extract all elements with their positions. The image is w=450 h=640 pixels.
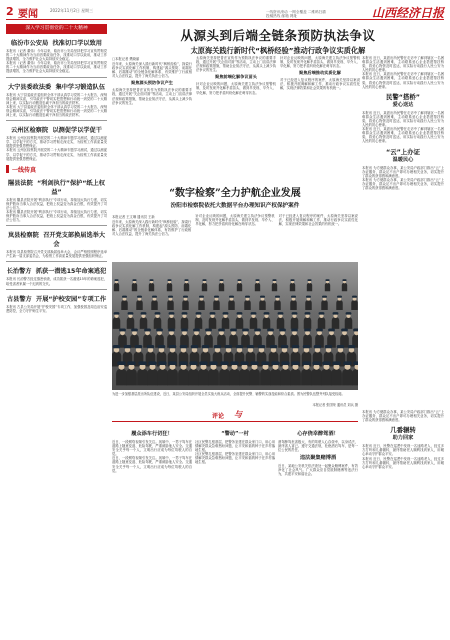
photo-person-figure [254, 283, 259, 291]
photo-person-figure [263, 317, 271, 329]
topic-banner: 深入学习贯彻党的二十大精神 [6, 24, 107, 34]
masthead-info-line: 一线资讯滚动 一网全覆盖 二维码扫描 [266, 10, 326, 14]
photo-person-figure [131, 283, 136, 291]
commentary-text: 近日，一段网络视频引发关注。视频中，一男子驾车在道路上随意变道、危险驾驶，严重威胁他人安全。交通安全关乎每一个人，文明出行应成为每位驾驶人的自觉。 [112, 456, 192, 473]
issue-date: 2022年11月2日 星期三 [50, 8, 94, 13]
sidebar-text: 本报讯 近日，某派出所民警在走访中了解到辖区一名困难群众生活遇到困难，主动联系爱心企业搭建帮扶桥梁，将爱心物资及时送达，用实际行动践行人民公安为人民的初心使命。 [362, 72, 444, 89]
section-subhead: 聚焦后端推动实质化解 [299, 70, 341, 76]
photo-person-figure [137, 369, 148, 386]
paper-logo: 山西经济日报 [371, 6, 444, 20]
photo-crowd-row [112, 280, 358, 294]
news-photo [112, 262, 358, 390]
sidebar-text: 本报讯 近日，民警在巡逻中发现一名迷路老人，经过多方打听和几番辗转，最终帮助老人顺利找到家人，用暖心举动守护群众平安。 [362, 444, 444, 457]
photo-person-figure [321, 300, 327, 310]
photo-person-figure [181, 317, 189, 329]
story-body: 本报讯 云州区检察院开展党的二十大精神专题学习测试，通过以测促学、以学促干的方式，推动学习贯彻走深走实，为检察工作高质量发展提供坚强思想保证。 [6, 136, 107, 149]
photo-person-figure [260, 369, 271, 386]
digital-article-header [112, 184, 358, 210]
article-column [280, 56, 360, 105]
photo-credit: 本报记者 张国荣 通讯员 刘兵 摄 [312, 403, 358, 407]
story-headline: 云州区检察院 以测促学以学促干 [11, 127, 102, 135]
photo-person-figure [275, 300, 281, 310]
divider [6, 77, 107, 78]
story-body: 本报讯（记者 董伟）今年以来，临汾市公安局坚持把学习宣传贯彻党的二十大精神作为当前首要政治任务，找准切口学以致用，推动工作提质增效，全力维护社会大局持续安全稳定。 [6, 49, 107, 62]
photo-person-figure [136, 300, 142, 310]
left-column [6, 24, 107, 636]
right-sidebar [362, 56, 444, 190]
sidebar-text: 本报讯 为方便群众办事，某公安局户政部门推出“云”上办证服务，群众足不出户即可办理相关业务，切实提升了群众的获得感和满意度。 [362, 177, 444, 190]
photo-person-figure [336, 300, 342, 310]
article-text: 针对企业反映的问题，太原海关建立执法争议预警机制，及时发现并化解矛盾苗头，做到早发现、早介入、早化解，努力把矛盾纠纷化解在萌芽状态。 [196, 82, 276, 95]
commentary-banner [112, 410, 358, 422]
story-body: 本报讯 云州区检察院开展党的二十大精神专题学习测试，通过以测促学、以学促干的方式，推动学习贯彻走深走实，为检察工作高质量发展提供坚强思想保证。 [6, 148, 107, 161]
page-number: 2 [6, 5, 14, 18]
photo-person-figure [352, 369, 358, 386]
brief-body: 本报讯 岚县检察院召开党支部换届选举大会，会议严格按照程序选举产生新一届支部委员会，为检察工作高质量发展提供坚强组织保证。 [6, 250, 107, 259]
commentary-headline: 心存侥幸醉驾酒！ [297, 431, 339, 437]
photo-person-figure [305, 300, 311, 310]
section-name: 要闻 [18, 9, 38, 20]
brief-body: 本报讯 长治警方经过缜密侦查，成功抓获一名潜逃15年的命案逃犯，给受害者家属一个迟到的交代。 [6, 277, 107, 286]
photo-person-figure [219, 369, 230, 386]
photo-person-figure [249, 369, 260, 386]
lead-subheadline: 太原海关践行新时代“枫桥经验”推动行政争议实质化解 [190, 46, 366, 55]
photo-person-figure [167, 300, 173, 310]
photo-person-figure [229, 300, 235, 310]
divider [6, 120, 107, 121]
sidebar-text: 本报讯 近日，某派出所民警在走访中了解到辖区一名困难群众生活遇到困难，主动联系爱心企业搭建帮扶桥梁，将爱心物资及时送达，用实际行动践行人民公安为人民的初心使命。 [362, 56, 444, 73]
photo-person-figure [249, 317, 257, 329]
photo-person-figure [182, 300, 188, 310]
divider [6, 289, 107, 290]
brief-body: 本报讯 隰县法院开展“利剑执行”专项行动，持续加大执行力度，切实保护胜诉当事人合法权益，把纸上权益变为真金白银，有效提升了司法公信力。 [6, 197, 107, 210]
photo-person-figure [113, 317, 121, 329]
photo-person-figure [272, 283, 277, 291]
photo-person-figure [219, 283, 224, 291]
photo-person-figure [244, 300, 250, 310]
photo-person-figure [342, 283, 347, 291]
photo-person-figure [152, 300, 158, 310]
article-text: 近年来，太原海关深入践行新时代“枫桥经验”，探索行政争议实质化解工作机制，构建起“源头预防、前端化解、后端推动”的全链条化解体系，有效维护了行政相对人合法权益，提升了海关执法公信力。 [112, 220, 192, 237]
photo-person-figure [290, 369, 301, 386]
brief-headline: 古县警方 开展“护校安园”专项工作 [6, 295, 107, 303]
article-text: 太原海关坚持把普法宣传作为预防执法争议的重要手段，通过开展“关企面对面”等活动，主动上门宣讲法律法规和政策措施，帮助企业知法守法，从源头上减少执法争议的发生。 [112, 88, 192, 105]
byline: □本报记者 樊晓丽 [112, 57, 140, 61]
commentary-headline: “警动”一村 [221, 431, 249, 437]
photo-person-figure [126, 369, 137, 386]
photo-person-figure [178, 369, 189, 386]
commentary-text: 社区民警扎根基层，把警务室建在群众家门口，用心用情解决群众急难愁盼问题，让平安和谐的种子在乡村落地生根。 [195, 452, 275, 465]
commentary-columns [112, 428, 358, 477]
masthead-info-line: 投稿热线 邮箱 网址 [266, 14, 298, 18]
article-column [112, 56, 192, 105]
photo-person-figure [325, 283, 330, 291]
photo-caption: 为进一步加强基层派出所队伍建设，近日，某县公安局组织开展全员实战大练兵活动，全面提升民警、辅警的实战技能和综合素质。图为民警队伍整齐列队接受检阅。 [112, 392, 345, 396]
sidebar-text: 本报讯 近日，某派出所民警在走访中了解到辖区一名困难群众生活遇到困难，主动联系爱心企业搭建帮扶桥梁，将爱心物资及时送达，用实际行动践行人民公安为人民的初心使命。 [362, 127, 444, 144]
lead-headline: 从源头到后端全链条预防执法争议 [180, 28, 376, 43]
commentary-column [278, 428, 358, 477]
photo-person-figure [195, 317, 203, 329]
photo-person-figure [213, 300, 219, 310]
photo-person-figure [208, 369, 219, 386]
photo-person-figure [318, 317, 326, 329]
sidebar-text: 本报讯 为方便群众办事，某公安局户政部门推出“云”上办证服务，群众足不出户即可办理相关业务，切实提升了群众的获得感和满意度。 [362, 165, 444, 178]
photo-person-figure [114, 283, 119, 291]
section-subhead: 聚焦源头预防争议产生 [131, 80, 173, 86]
commentary-column [112, 428, 192, 477]
story-body: 本报讯 大宁县委政法委组织全体干部认真学习党的二十大报告，深刻领会精神实质，引导政法干警切实把思想和行动统一到党的二十大精神上来，以实际行动锻造忠诚干净担当的政法铁军。 [6, 92, 107, 105]
photo-person-figure [307, 283, 312, 291]
section-subhead: 聚焦前端化解争议苗头 [215, 74, 257, 80]
article-text: 太原海关坚持把普法宣传作为预防执法争议的重要手段，通过开展“关企面对面”等活动，主动上门宣讲法律法规和政策措施，帮助企业知法守法，从源头上减少执法争议的发生。 [196, 56, 276, 73]
article-column [279, 214, 358, 236]
photo-person-figure [121, 300, 127, 310]
photo-person-figure [154, 317, 162, 329]
brief-body: 本报讯 古县公安局开展“护校安园”专项工作，加强校园及周边治安巡逻防控，全力守护师生平安。 [6, 304, 107, 313]
divider [6, 225, 107, 226]
sidebar-headline: 民警“搭桥” 爱心送达 [386, 92, 420, 108]
article-column [112, 214, 191, 236]
photo-person-figure [237, 283, 242, 291]
photo-person-figure [331, 317, 339, 329]
photo-person-figure [290, 300, 296, 310]
photo-person-figure [342, 369, 353, 386]
photo-person-figure [208, 317, 216, 329]
brief-headline: 隰县法院 “利剑执行”保护“纸上权益” [8, 179, 105, 196]
photo-crowd-row [112, 370, 358, 384]
section-tag-bar [6, 165, 9, 173]
photo-person-figure [304, 317, 312, 329]
commentary-text: 酒驾醉驾危害极大，有的驾驶人心存侥幸，以身试法，最终害人害己。遵守交通法规，杜绝酒后驾车，是每一位公民的责任。 [278, 440, 358, 453]
commentary-column [195, 428, 275, 477]
sidebar-text: 本报讯 近日，民警在巡逻中发现一名迷路老人，经过多方打听和几番辗转，最终帮助老人顺利找到家人，用暖心举动守护群众平安。 [362, 456, 444, 469]
article-text: 对于已经进入复议程序的案件，太原海关坚持以案说法，积极开展调解和解工作，推动行政争议实质性化解，实现法律效果和社会效果的有机统一。 [278, 214, 358, 227]
photo-person-figure [259, 300, 265, 310]
article-text: 对于已经进入复议程序的案件，太原海关坚持以案说法，积极开展调解和解工作，推动行政争议实质性化解，实现法律效果和社会效果的有机统一。 [280, 78, 360, 91]
photo-person-figure [198, 300, 204, 310]
digital-article-columns [112, 214, 358, 236]
commentary-text: 近日，一段网络视频引发关注。视频中，一男子驾车在道路上随意变道、危险驾驶，严重威胁他人安全。交通安全关乎每一个人，文明出行应成为每位驾驶人的自觉。 [112, 440, 192, 457]
photo-person-figure [167, 369, 178, 386]
sidebar-text: 本报讯 为方便群众办事，某公安局户政部门推出“云”上办证服务，群众足不出户即可办理相关业务，切实提升了群众的获得感和满意度。 [362, 410, 444, 423]
story-headline: 临汾市公安局 找准切口学以致用 [11, 40, 102, 47]
article-text: 针对企业反映的问题，太原海关建立执法争议预警机制，及时发现并化解矛盾苗头，做到早发现、早介入、早化解，努力把矛盾纠纷化解在萌芽状态。 [195, 214, 275, 227]
photo-person-figure [202, 283, 207, 291]
article-text: 近年来，太原海关深入践行新时代“枫桥经验”，探索行政争议实质化解工作机制，构建起“源头预防、前端化解、后端推动”的全链条化解体系，有效维护了行政相对人合法权益，提升了海关执法公信力。 [112, 62, 192, 79]
photo-person-figure [236, 317, 244, 329]
sidebar-headline: “云”上办证 温暖民心 [386, 147, 420, 163]
photo-person-figure [301, 369, 312, 386]
commentary-text: 社区民警扎根基层，把警务室建在群众家门口，用心用情解决群众急难愁盼问题，让平安和谐的种子在乡村落地生根。 [195, 440, 275, 453]
byline: 本报记者 王文琳 通讯员 王新 [112, 215, 155, 219]
article-column [196, 56, 276, 105]
right-bottom-sidebar [362, 410, 444, 469]
story-headline: 大宁县委政法委 集中学习锻造队伍 [7, 83, 106, 91]
brief-headline: 岚县检察院 召开党支部换届选举大会 [7, 232, 106, 249]
story-body: 本报讯 大宁县委政法委组织全体干部认真学习党的二十大报告，深刻领会精神实质，引导政法干警切实把思想和行动统一到党的二十大精神上来，以实际行动锻造忠诚干净担当的政法铁军。 [6, 104, 107, 118]
commentary-headline: 违法聚集赌博酒 [299, 455, 337, 462]
commentary-label: 评论 [212, 413, 225, 420]
photo-crowd-row [112, 298, 358, 312]
photo-person-figure [167, 283, 172, 291]
commentary-mark: 与 [234, 410, 242, 419]
photo-person-figure [277, 317, 285, 329]
main-area [112, 24, 444, 636]
story-body: 本报讯（记者 董伟）今年以来，临汾市公安局坚持把学习宣传贯彻党的二十大精神作为当前首要政治任务，找准切口学以致用，推动工作提质增效，全力维护社会大局持续安全稳定。 [6, 61, 107, 74]
commentary-text: 近日，某地公安机关依法查处一起聚众赌博案件，有效净化了社会风气。广大群众应自觉抵制赌博等违法行为，共建平安和谐社会。 [278, 464, 358, 477]
photo-person-figure [149, 283, 154, 291]
sidebar-text: 本报讯 近日，某派出所民警在走访中了解到辖区一名困难群众生活遇到困难，主动联系爱心企业搭建帮扶桥梁，将爱心物资及时送达，用实际行动践行人民公安为人民的初心使命。 [362, 110, 444, 128]
photo-person-figure [345, 317, 353, 329]
photo-person-figure [352, 300, 358, 310]
article-column [195, 214, 274, 236]
section-tag: 一线传真 [6, 165, 107, 174]
photo-person-figure [126, 317, 134, 329]
photo-person-figure [290, 317, 298, 329]
masthead [6, 4, 444, 20]
article-headline: “数字检察”全力护航企业发展 [169, 188, 301, 199]
divider [6, 261, 107, 262]
commentary-headline: 履众添车行切狂！ [131, 431, 173, 437]
photo-person-figure [331, 369, 342, 386]
article-text: 针对企业反映的问题，太原海关建立执法争议预警机制，及时发现并化解矛盾苗头，做到早发现、早介入、早化解，努力把矛盾纠纷化解在萌芽状态。 [280, 56, 360, 69]
photo-person-figure [167, 317, 175, 329]
brief-headline: 长治警方 抓获一潜逃15年命案逃犯 [6, 268, 107, 276]
article-subheadline: 汾阳市检察院依托大数据平台办理知识产权保护案件 [170, 203, 300, 209]
photo-person-figure [184, 283, 189, 291]
photo-person-figure [290, 283, 295, 291]
photo-person-figure [140, 317, 148, 329]
brief-body: 本报讯 隰县法院开展“利剑执行”专项行动，持续加大执行力度，切实保护胜诉当事人合法权益，把纸上权益变为真金白银，有效提升了司法公信力。 [6, 209, 107, 223]
photo-person-figure [222, 317, 230, 329]
sidebar-headline: 几番辗转 助力回家 [390, 426, 416, 442]
